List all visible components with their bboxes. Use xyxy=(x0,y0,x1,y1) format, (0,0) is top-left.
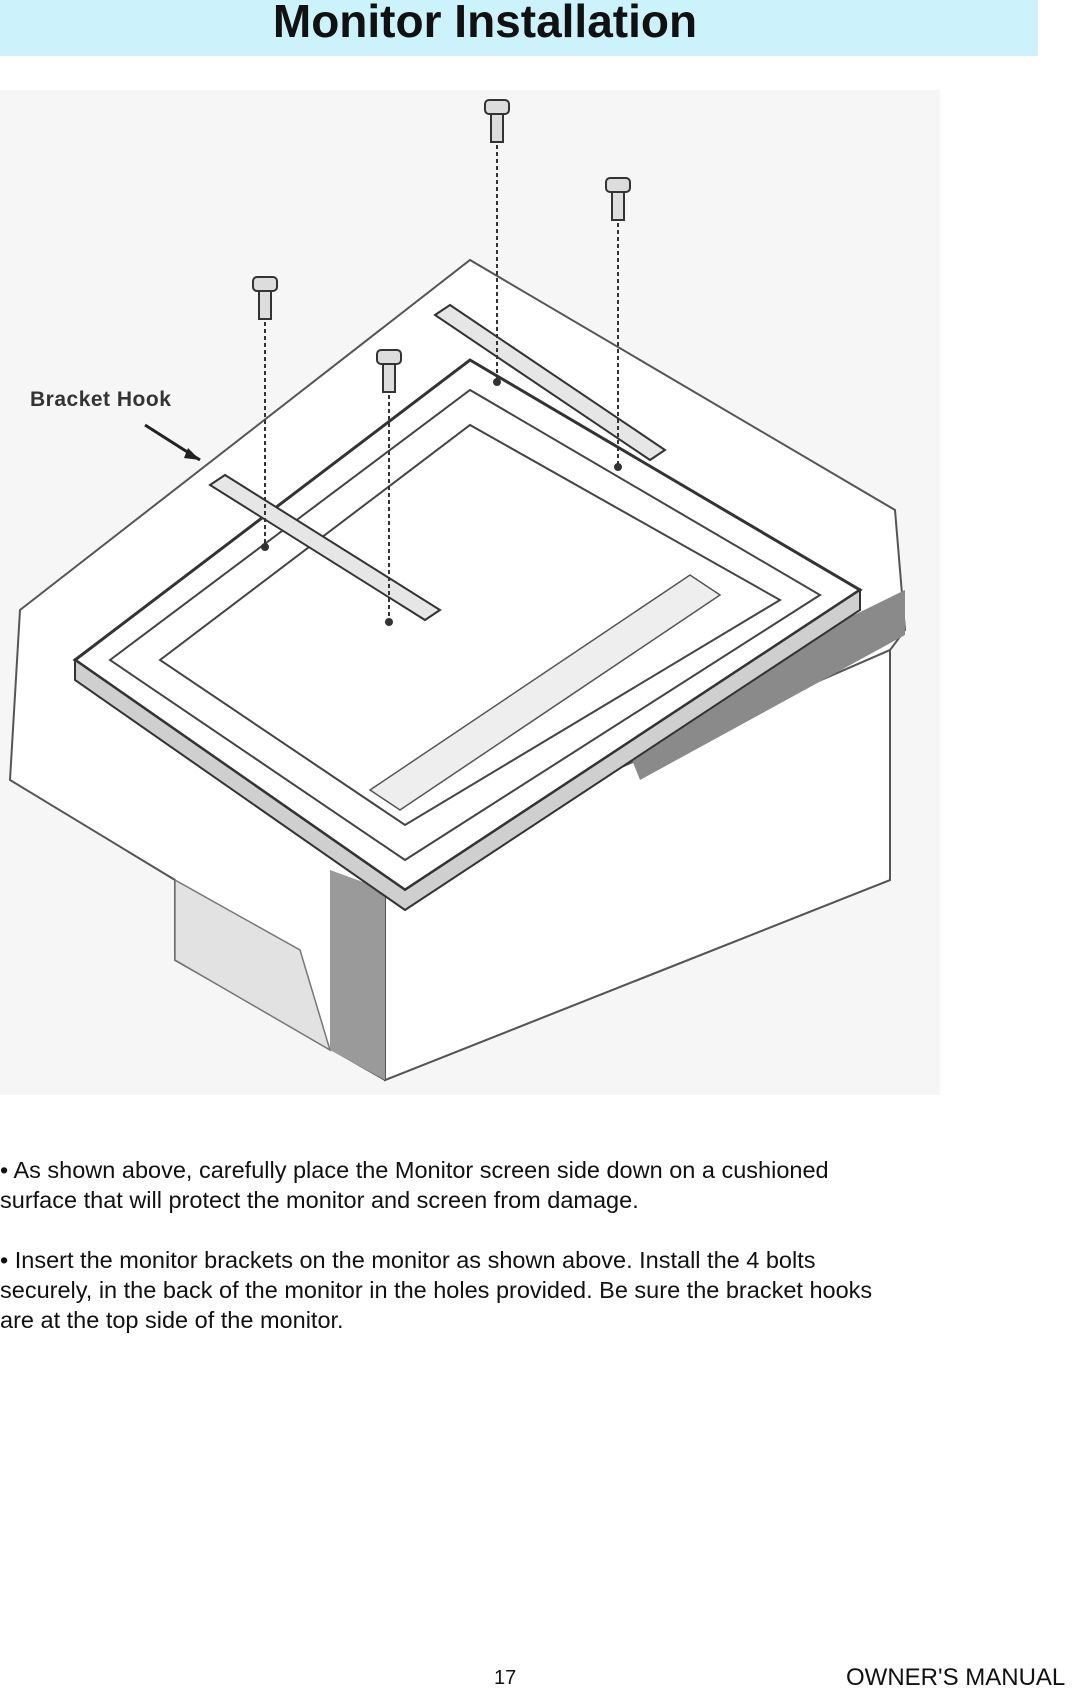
installation-diagram xyxy=(0,90,940,1095)
page-title: Monitor Installation xyxy=(272,0,698,47)
bracket-hook-label: Bracket Hook xyxy=(30,388,172,411)
page-number: 17 xyxy=(494,1667,517,1689)
instruction-2: • Insert the monitor brackets on the monitor as shown above. Install the 4 bolts securely, in the back of the monitor in the holes provided. Be sure the bracket hooks are at the top side of the monitor. xyxy=(0,1247,873,1333)
footer-label: OWNER'S MANUAL xyxy=(846,1664,1066,1691)
monitor-bracket-illustration xyxy=(0,90,940,1095)
table-shade xyxy=(330,870,385,1080)
instruction-1: • As shown above, carefully place the Monitor screen side down on a cushioned surface that will protect the monitor and screen from damage. xyxy=(0,1157,829,1213)
